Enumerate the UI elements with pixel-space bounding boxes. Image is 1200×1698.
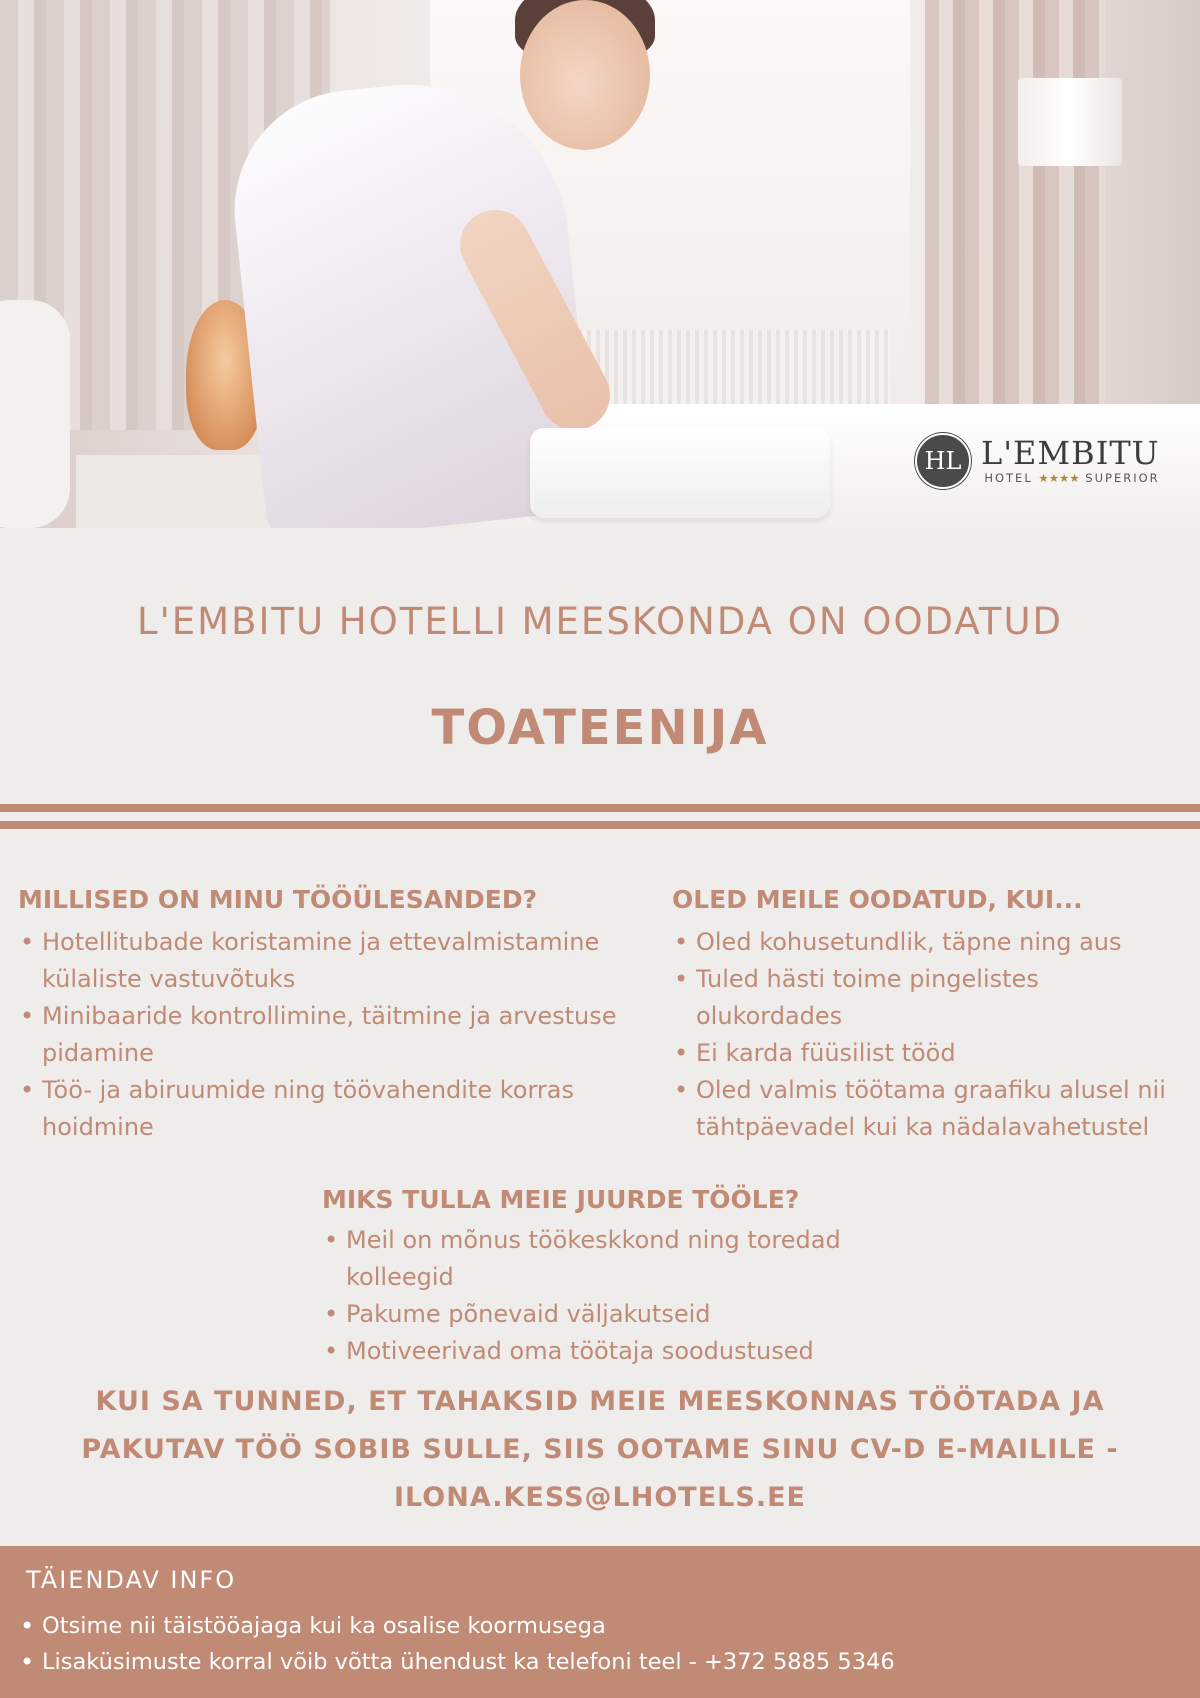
list-item: • Meil on mõnus töökeskkond ning toredad kolleegid	[322, 1222, 942, 1296]
floor-lamp-shade	[1018, 78, 1122, 166]
logo-subtitle-superior: SUPERIOR	[1085, 471, 1160, 486]
armchair	[0, 300, 70, 528]
list-item: • Hotellitubade koristamine ja ettevalmistamine külaliste vastuvõtuks	[18, 924, 638, 998]
duties-list	[18, 924, 638, 1146]
logo-subtitle	[981, 473, 1160, 485]
list-item: • Oled kohusetundlik, täpne ning aus	[672, 924, 1192, 961]
requirements-title: OLED MEILE OODATUD, KUI...	[672, 885, 1083, 914]
duties-section	[18, 885, 638, 1146]
list-item: • Lisaküsimuste korral võib võtta ühendust ka telefoni teel - +372 5885 5346	[18, 1644, 1188, 1680]
list-item: • Otsime nii täistööajaga kui ka osalise koormusega	[18, 1608, 1188, 1644]
list-item: • Minibaaride kontrollimine, täitmine ja arvestuse pidamine	[18, 998, 638, 1072]
duties-title: MILLISED ON MINU TÖÖÜLESANDED?	[18, 885, 538, 914]
logo-monogram: HL	[915, 433, 971, 489]
benefits-list	[322, 1222, 942, 1370]
nightstand	[76, 455, 276, 528]
footer-list	[18, 1608, 1188, 1680]
requirements-list	[672, 924, 1192, 1146]
curtain-right	[925, 0, 1105, 430]
divider-line-bottom	[0, 821, 1200, 829]
hero-photo	[0, 0, 1200, 528]
benefits-title: MIKS TULLA MEIE JUURDE TÖÖLE?	[322, 1185, 800, 1214]
folded-towels	[530, 428, 830, 518]
list-item: • Ei karda füüsilist tööd	[672, 1035, 1192, 1072]
list-item: • Töö- ja abiruumide ning töövahendite korras hoidmine	[18, 1072, 638, 1146]
star-rating-icon: ★★★★	[1038, 471, 1080, 486]
hotel-logo	[915, 433, 1160, 489]
housekeeper-face	[520, 0, 650, 150]
list-item: • Oled valmis töötama graafiku alusel nii tähtpäevadel kui ka nädalavahetustel	[672, 1072, 1192, 1146]
call-to-action: KUI SA TUNNED, ET TAHAKSID MEIE MEESKONNAS TÖÖTADA JA PAKUTAV TÖÖ SOBIB SULLE, SIIS OOTAME SINU CV-D E-MAILILE - ILONA.KESS@LHOTELS.EE	[81, 1386, 1119, 1513]
job-title: TOATEENIJA	[431, 700, 769, 756]
list-item: • Tuled hästi toime pingelistes olukordades	[672, 961, 1192, 1035]
footer-info-panel	[0, 1546, 1200, 1698]
logo-name: L'EMBITU	[981, 434, 1160, 473]
benefits-section	[322, 1185, 942, 1370]
headline: L'EMBITU HOTELLI MEESKONDA ON OODATUD	[136, 600, 1064, 643]
list-item: • Motiveerivad oma töötaja soodustused	[322, 1333, 942, 1370]
floor-lamp-stand	[1066, 166, 1074, 426]
logo-wordmark	[981, 434, 1160, 486]
list-item: • Pakume põnevaid väljakutseid	[322, 1296, 942, 1333]
divider-line-top	[0, 804, 1200, 812]
requirements-section	[672, 885, 1192, 1146]
logo-subtitle-hotel: HOTEL	[984, 471, 1033, 486]
footer-title: TÄIENDAV INFO	[26, 1566, 237, 1594]
